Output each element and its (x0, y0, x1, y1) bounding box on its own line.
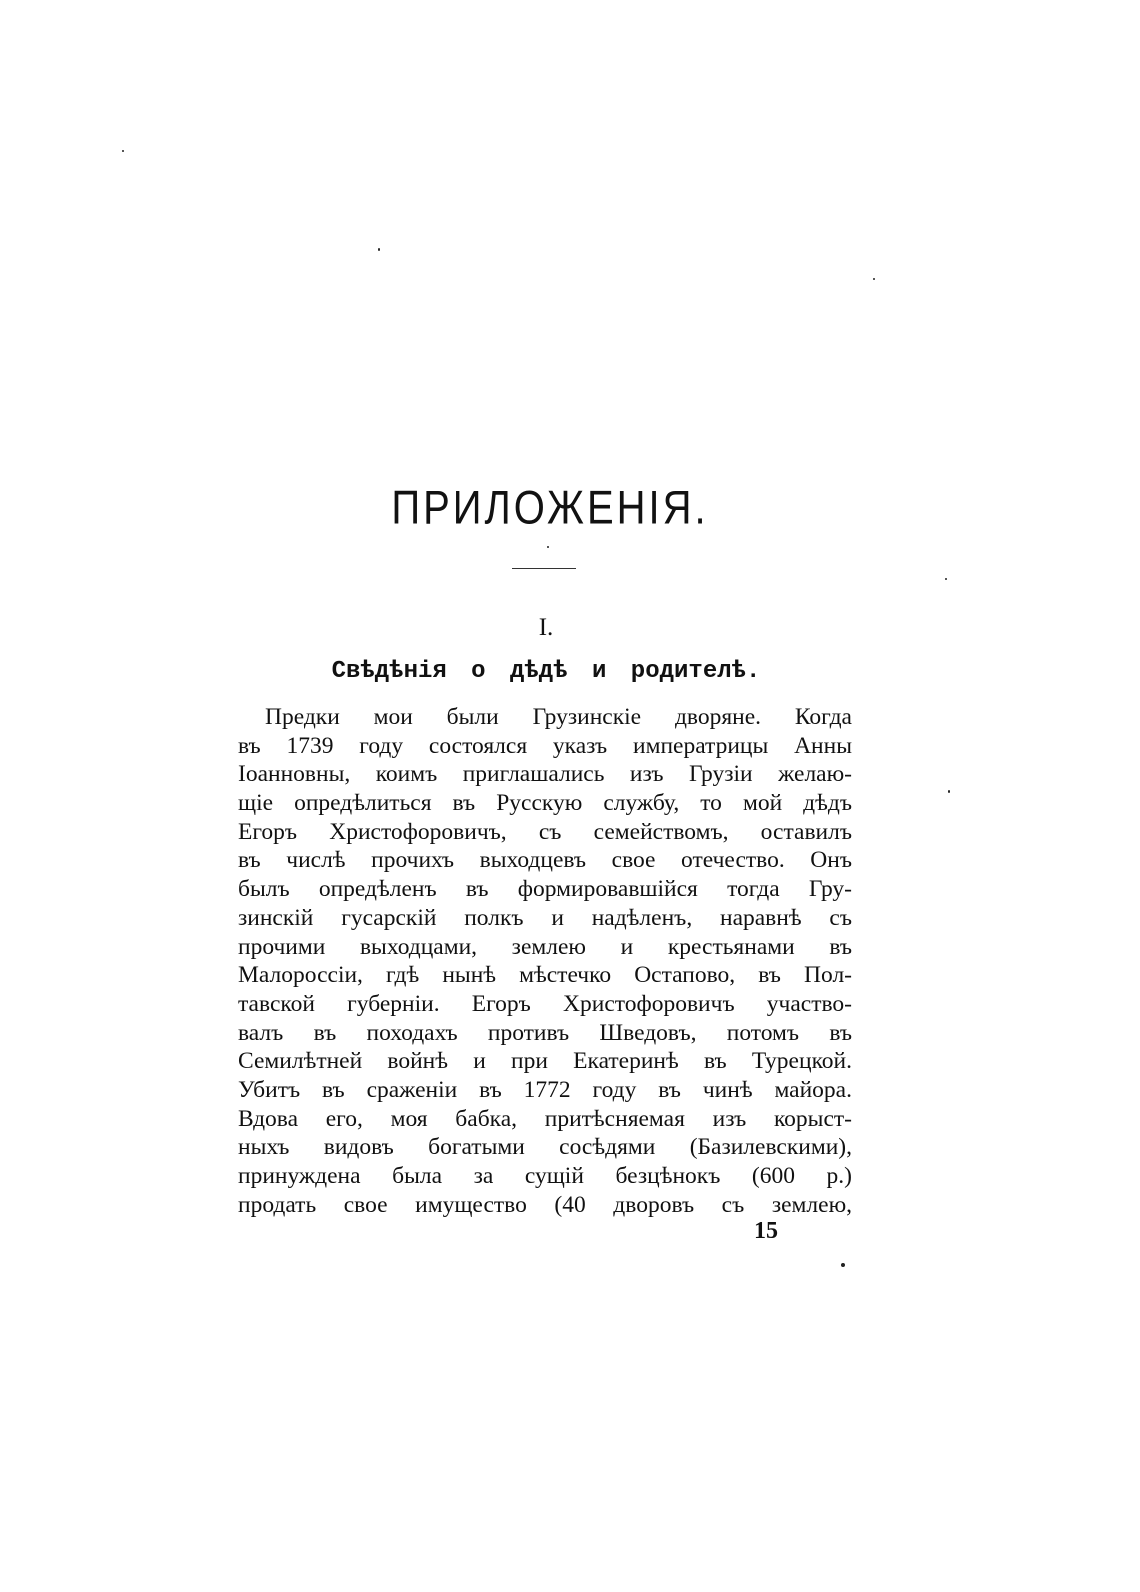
text-line: былъ опредѣленъ въ формировавшiйся тогда Гру- (238, 876, 852, 903)
body-paragraph (238, 703, 852, 1219)
scan-speck (945, 578, 947, 580)
scan-speck (948, 790, 950, 793)
text-line: прочими выходцами, землею и крестьянами въ (238, 933, 852, 960)
scan-speck (122, 150, 124, 152)
page-title: ПРИЛОЖЕНIЯ. (391, 482, 709, 534)
text-line: зинскiй гусарскiй полкъ и надѣленъ, наравнѣ съ (238, 904, 852, 931)
text-line: тавской губернiи. Егоръ Христофоровичъ участво- (238, 990, 852, 1017)
scan-speck (873, 278, 875, 280)
section-title: Свѣдѣнiя о дѣдѣ и родителѣ. (331, 658, 761, 685)
text-line: Егоръ Христофоровичъ, съ семействомъ, оставилъ (238, 818, 852, 845)
text-line: въ 1739 году состоялся указъ императрицы Анны (238, 732, 852, 759)
text-line: принуждена была за сущiй безцѣнокъ (600 р.) (238, 1163, 852, 1189)
scan-speck (547, 546, 549, 548)
text-line: Убитъ въ сраженiи въ 1772 году въ чинѣ майора. (238, 1076, 852, 1103)
text-line: ныхъ видовъ богатыми сосѣдями (Базилевскими), (238, 1134, 852, 1161)
page-number: 15 (754, 1218, 778, 1244)
section-number: I. (538, 614, 554, 641)
text-line: Предки мои были Грузинскiе дворяне. Когда (265, 704, 852, 730)
scan-speck (378, 248, 380, 251)
text-line: въ числѣ прочихъ выходцевъ свое отечество. Онъ (238, 847, 852, 874)
text-line: щiе опредѣлиться въ Русскую службу, то мой дѣдъ (238, 790, 852, 817)
scan-speck (841, 1263, 845, 1267)
text-line: валъ въ походахъ противъ Шведовъ, потомъ въ (238, 1019, 852, 1046)
title-divider (512, 568, 576, 569)
text-line: продать свое имущество (40 дворовъ съ землею, (238, 1191, 852, 1218)
text-line: Малороссiи, гдѣ нынѣ мѣстечко Остапово, въ Пол- (238, 962, 852, 989)
text-line: Семилѣтней войнѣ и при Екатеринѣ въ Турецкой. (238, 1048, 852, 1075)
text-line: Вдова его, моя бабка, притѣсняемая изъ корыст- (238, 1105, 852, 1132)
text-line: Iоанновны, коимъ приглашались изъ Грузiи желаю- (238, 761, 852, 788)
